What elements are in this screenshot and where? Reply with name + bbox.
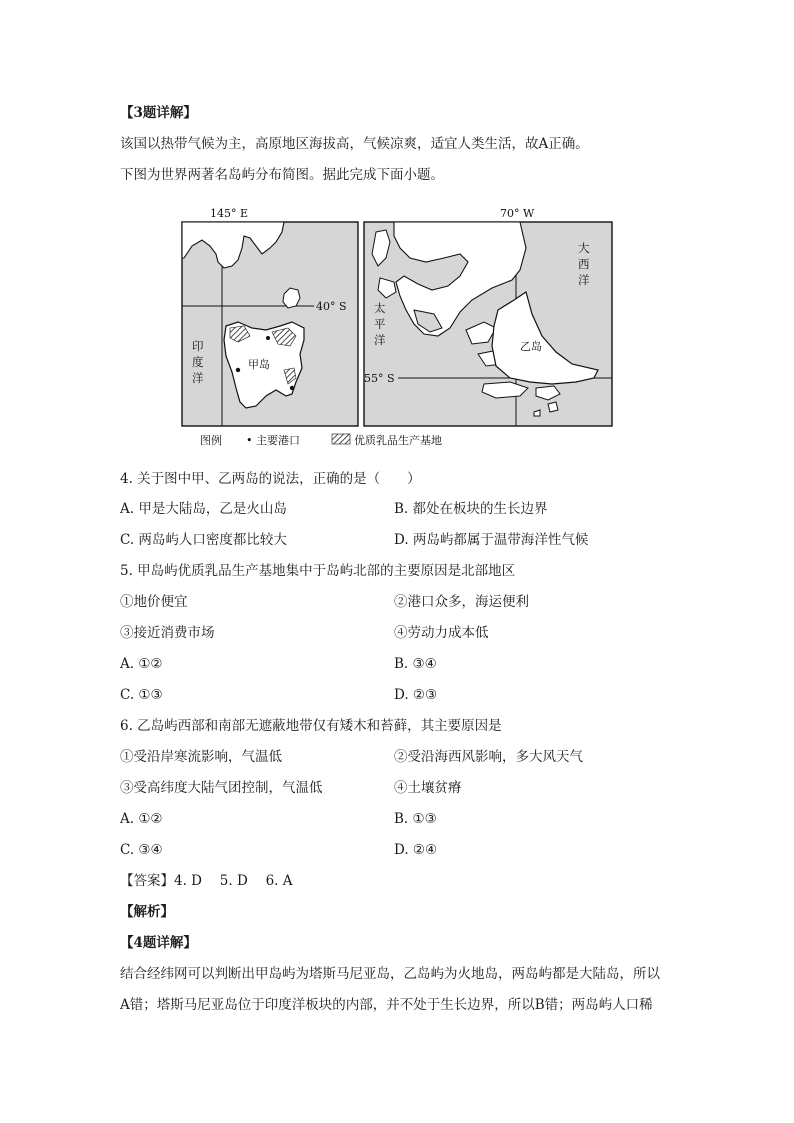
map-legend [200,433,442,447]
section4-heading: 【4题详解】 [120,935,197,951]
q6-option-b: B. ①③ [394,811,437,827]
q5-item-4: ④劳动力成本低 [394,625,489,641]
label-pacific-2: 平 [374,317,386,331]
q6-item-3: ③受高纬度大陆气团控制，气温低 [120,780,323,796]
label-atlantic-2: 西 [578,257,590,271]
label-pacific-3: 洋 [374,333,386,347]
label-indian-ocean-1: 印 [192,339,204,353]
q6-option-c: C. ③④ [120,842,163,858]
label-island-yi: 乙岛 [520,340,542,353]
q5-option-a: A. ①② [120,656,163,672]
port-marker [290,386,294,390]
q4-option-d: D. 两岛屿都属于温带海洋性气候 [394,532,589,548]
port-marker [236,368,240,372]
analysis-heading: 【解析】 [120,904,174,920]
label-pacific-1: 太 [374,301,386,315]
legend-title: 图例 [200,434,222,447]
q6-option-a: A. ①② [120,811,163,827]
figure-intro: 下图为世界两著名岛屿分布简图。据此完成下面小题。 [120,167,444,183]
q6-option-d: D. ②④ [394,842,438,858]
section4-line2: A错；塔斯马尼亚岛位于印度洋板块的内部，并不处于生长边界，所以B错；两岛屿人口稀 [120,997,653,1013]
label-island-jia: 甲岛 [248,358,270,371]
section3-heading: 【3题详解】 [120,105,197,121]
label-40s: 40° S [316,300,347,313]
q5-stem: 5. 甲岛屿优质乳品生产基地集中于岛屿北部的主要原因是北部地区 [120,563,516,579]
q4-option-a: A. 甲是大陆岛，乙是火山岛 [120,501,287,517]
legend-port: • 主要港口 [246,434,300,447]
label-indian-ocean-3: 洋 [192,371,204,385]
answer-line: 【答案】4. D 5. D 6. A [120,873,293,889]
q6-stem: 6. 乙岛屿西部和南部无遮蔽地带仅有矮木和苔藓，其主要原因是 [120,718,502,734]
label-70w: 70° W [500,207,535,220]
section3-body: 该国以热带气候为主，高原地区海拔高，气候凉爽，适宜人类生活，故A正确。 [120,136,589,152]
label-atlantic-3: 洋 [578,273,590,287]
island-map-figure [180,207,614,450]
q5-item-3: ③接近消费市场 [120,625,215,641]
legend-hatch-swatch [332,434,350,444]
q6-item-2: ②受沿海西风影响，多大风天气 [394,749,583,765]
q4-stem: 4. 关于图中甲、乙两岛的说法，正确的是（ ） [120,471,421,487]
right-map-panel [364,207,612,426]
q6-item-4: ④土壤贫瘠 [394,780,462,796]
label-145e: 145° E [210,207,249,220]
q5-option-d: D. ②③ [394,687,438,703]
section4-line1: 结合经纬网可以判断出甲岛屿为塔斯马尼亚岛，乙岛屿为火地岛，两岛屿都是大陆岛，所以 [120,966,660,982]
q6-item-1: ①受沿岸寒流影响，气温低 [120,749,282,765]
q4-option-c: C. 两岛屿人口密度都比较大 [120,532,287,548]
q5-option-c: C. ①③ [120,687,163,703]
q5-item-2: ②港口众多，海运便利 [394,594,529,610]
left-map-panel [182,207,358,426]
label-atlantic-1: 大 [578,241,590,255]
label-indian-ocean-2: 度 [192,355,204,369]
q4-option-b: B. 都处在板块的生长边界 [394,501,548,517]
q5-option-b: B. ③④ [394,656,437,672]
label-55s: 55° S [364,372,395,385]
legend-dairy: 优质乳品生产基地 [354,434,442,447]
port-marker [266,336,270,340]
q5-item-1: ①地价便宜 [120,594,188,610]
